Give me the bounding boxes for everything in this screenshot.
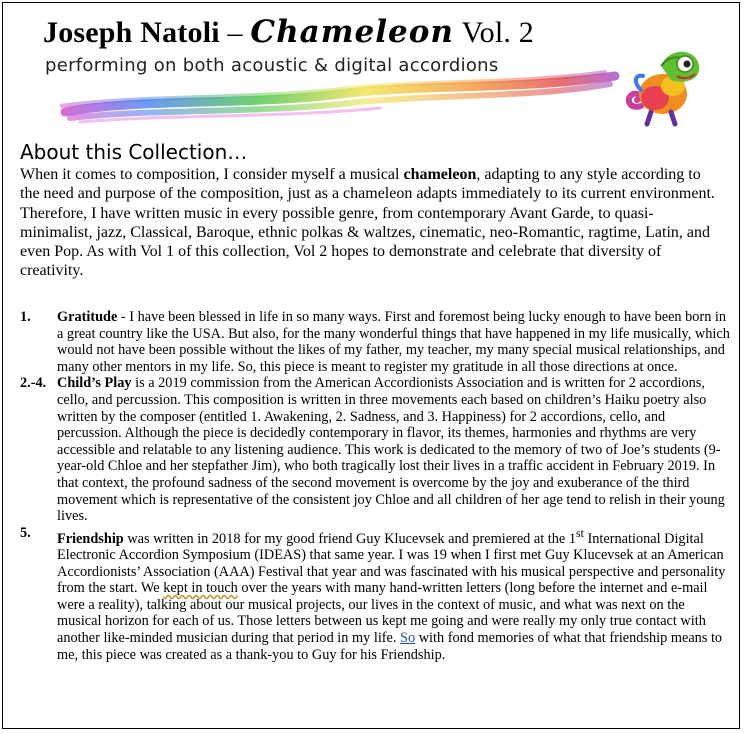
list-item bbox=[20, 309, 730, 375]
item-body: was written in 2018 for my good friend Guy Klucevsek and premiered at the 1 bbox=[127, 530, 576, 547]
subtitle: performing on both acoustic & digital accordions bbox=[45, 55, 499, 76]
spellcheck-flagged-text[interactable]: kept in touch bbox=[163, 580, 238, 597]
about-bold-word: chameleon bbox=[403, 166, 477, 183]
list-item bbox=[20, 525, 730, 664]
item-body: over the years with many hand-written letters (long before the internet and e-mail were a reality), talking about our musical projects, our lives in the context of music, and what was next on the musical horizon for each of us. Those letters between us kept me going and were really my only true contact with another like-minded musician during that period in my life. bbox=[57, 580, 708, 647]
item-title: Child’s Play bbox=[57, 375, 132, 392]
composer-name: Joseph Natoli bbox=[43, 16, 220, 49]
about-text-1: When it comes to composition, I consider myself a musical bbox=[20, 166, 404, 183]
item-text bbox=[57, 375, 730, 524]
about-heading: About this Collection… bbox=[20, 140, 248, 164]
item-body: is a 2019 commission from the American Accordionists Association and is written for 2 accordions, cello, and percussion. This composition is written in three movements each based on children’s Haiku poetry also written by the composer (entitled 1. Awakening, 2. Sadness, and 3. Happiness) for 2 accordions, cello, and percussion. Although the piece is decidedly contemporary in flavor, its themes, harmonies and rhythms are very accessible and relatable to any listening audience. This work is dedicated to the memory of two of Joe’s students (9-year-old Chloe and her stepfather Jim), who both tragically lost their lives in a traffic accident in February 2019. In that context, the profound sadness of the second movement is overcome by the joy and exuberance of the third movement which is representative of the consistent joy Chloe and all children of her age tend to relish in their young lives. bbox=[57, 375, 725, 525]
item-body: with fond memories of what that friendship means to me, this piece was created as a thank-you to Guy for his Friendship. bbox=[57, 630, 723, 663]
item-number: 5. bbox=[20, 524, 31, 541]
about-paragraph bbox=[20, 165, 720, 281]
rainbow-swash-decoration bbox=[60, 68, 620, 126]
item-body: International Digital Electronic Accordion Symposium (IDEAS) that same year. I was 19 when I first met Guy Klucevsek at an American Accordionists’ Association (AAA) Festival that year and was fascinated with his musical perspective and personality from the start. We bbox=[57, 530, 726, 597]
volume-label: Vol. 2 bbox=[461, 16, 534, 49]
item-title: Gratitude bbox=[57, 309, 118, 325]
item-number: 1. bbox=[20, 309, 31, 325]
hyperlink[interactable]: So bbox=[400, 630, 416, 647]
item-title: Friendship bbox=[57, 530, 124, 547]
about-text-2: , adapting to any style according to the need and purpose of the composition, just as a chameleon adapts immediately to its current environment. Therefore, I have written music in every possible genre, from contemporary Avant Garde, to quasi-minimalist, jazz, Classical, Baroque, ethnic polkas & waltzes, cinematic, neo-Romantic, ragtime, Latin, and even Pop. As with Vol 1 of this collection, Vol 2 hopes to demonstrate and celebrate that diversity of creativity. bbox=[20, 166, 715, 280]
item-body: I have been blessed in life in so many ways. First and foremost being lucky enough to have been born in a great country like the USA. But also, for the many wonderful things that have happened in my life musically, which would not have been possible without the likes of my father, my teacher, my many special musical relationships, and many other mentors in my life. So, this piece is meant to register my gratitude in all those directions at once. bbox=[57, 309, 730, 375]
track-list bbox=[20, 309, 730, 663]
album-name: Chameleon bbox=[250, 14, 454, 50]
chameleon-icon bbox=[611, 36, 706, 131]
item-text bbox=[57, 309, 730, 375]
ordinal-superscript: st bbox=[575, 525, 584, 540]
title-dash: – bbox=[227, 16, 243, 49]
list-item bbox=[20, 375, 730, 524]
item-separator: - bbox=[117, 309, 130, 325]
item-text bbox=[57, 525, 730, 664]
page-title bbox=[43, 14, 534, 50]
item-number: 2.-4. bbox=[20, 375, 47, 392]
